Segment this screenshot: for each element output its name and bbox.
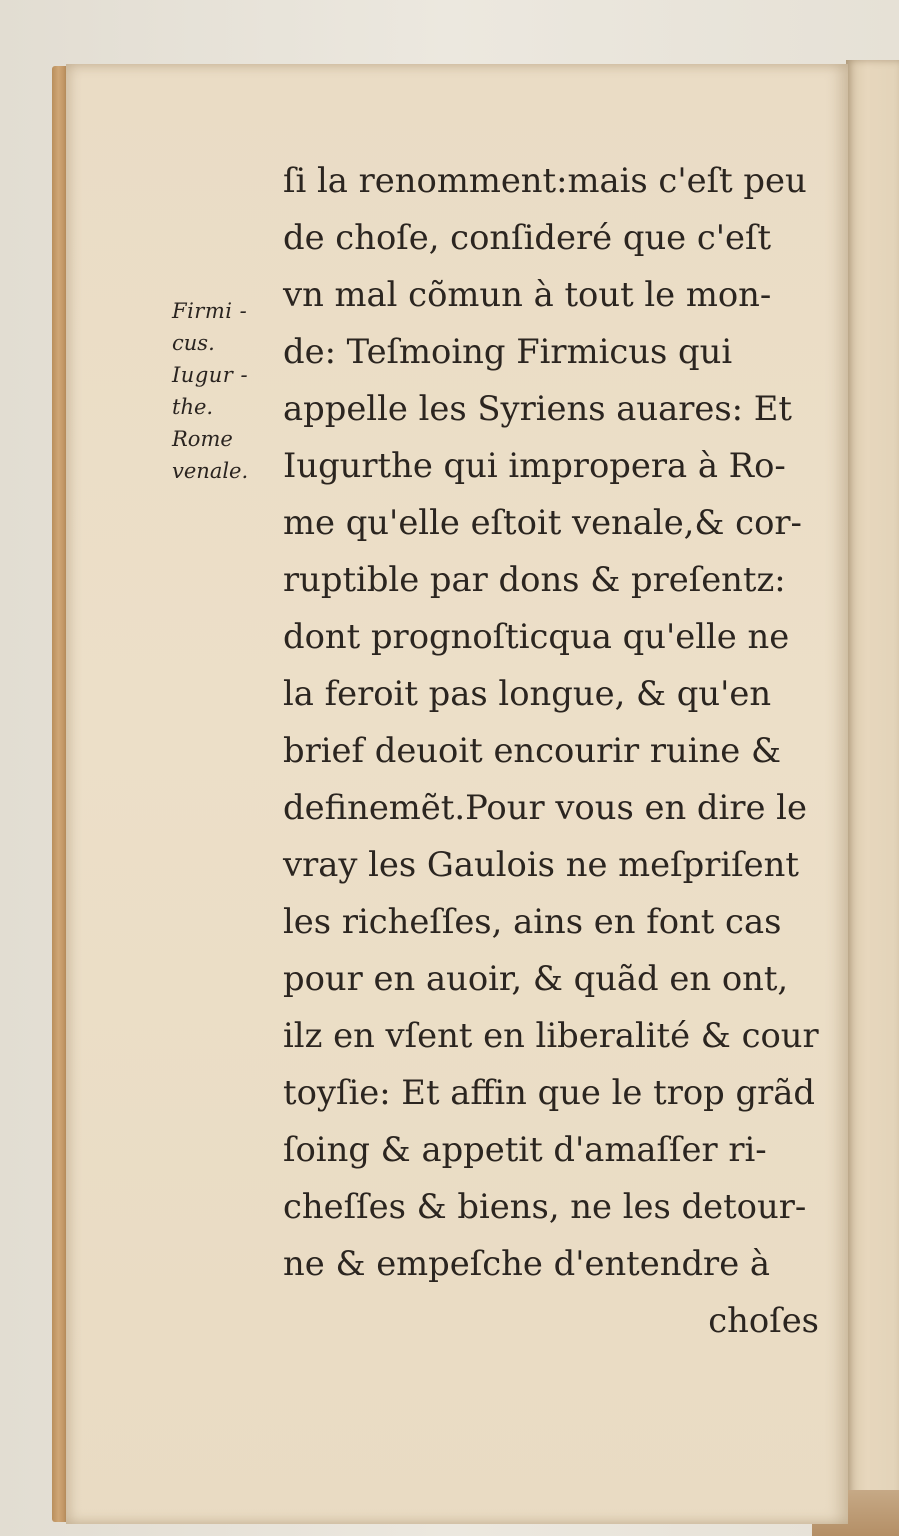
text-line: me qu'elle eſtoit venale,& cor-	[283, 503, 802, 542]
text-line: ruptible par dons & preſentz:	[283, 560, 786, 599]
main-text-block	[283, 152, 823, 1349]
text-line: ſoing & appetit d'amaſſer ri-	[283, 1130, 767, 1169]
text-line: definemẽt.Pour vous en dire le	[283, 788, 807, 827]
margin-note-line: cus.	[172, 331, 215, 355]
text-line: vray les Gaulois ne meſpriſent	[283, 845, 799, 884]
text-line: ſi la renomment:mais c'eſt peu	[283, 161, 807, 200]
text-line: la feroit pas longue, & qu'en	[283, 674, 772, 713]
margin-note-line: Iugur -	[172, 363, 249, 387]
text-line: appelle les Syriens auares: Et	[283, 389, 792, 428]
text-line: les richeſſes, ains en font cas	[283, 902, 782, 941]
text-line: cheſſes & biens, ne les detour-	[283, 1187, 807, 1226]
text-line: de choſe, conſideré que c'eſt	[283, 218, 772, 257]
marginal-notes	[172, 295, 267, 487]
text-line: toyſie: Et affin que le trop grãd	[283, 1073, 815, 1112]
text-line: Iugurthe qui impropera à Ro-	[283, 446, 786, 485]
margin-note-line: the.	[172, 395, 214, 419]
text-line: vn mal cõmun à tout le mon-	[283, 275, 772, 314]
catchword: choſes	[708, 1301, 819, 1340]
margin-note-line: venale.	[172, 459, 249, 483]
text-line: ne & empeſche d'entendre à	[283, 1244, 771, 1283]
text-line: brief deuoit encourir ruine &	[283, 731, 782, 770]
text-line: ilz en vſent en liberalité & cour	[283, 1016, 819, 1055]
margin-note-line: Firmi -	[172, 299, 248, 323]
margin-note-line: Rome	[172, 427, 233, 451]
facing-page-edge	[846, 60, 899, 1536]
text-line: pour en auoir, & quãd en ont,	[283, 959, 789, 998]
text-line: de: Teſmoing Firmicus qui	[283, 332, 733, 371]
text-line: dont prognoſticqua qu'elle ne	[283, 617, 790, 656]
